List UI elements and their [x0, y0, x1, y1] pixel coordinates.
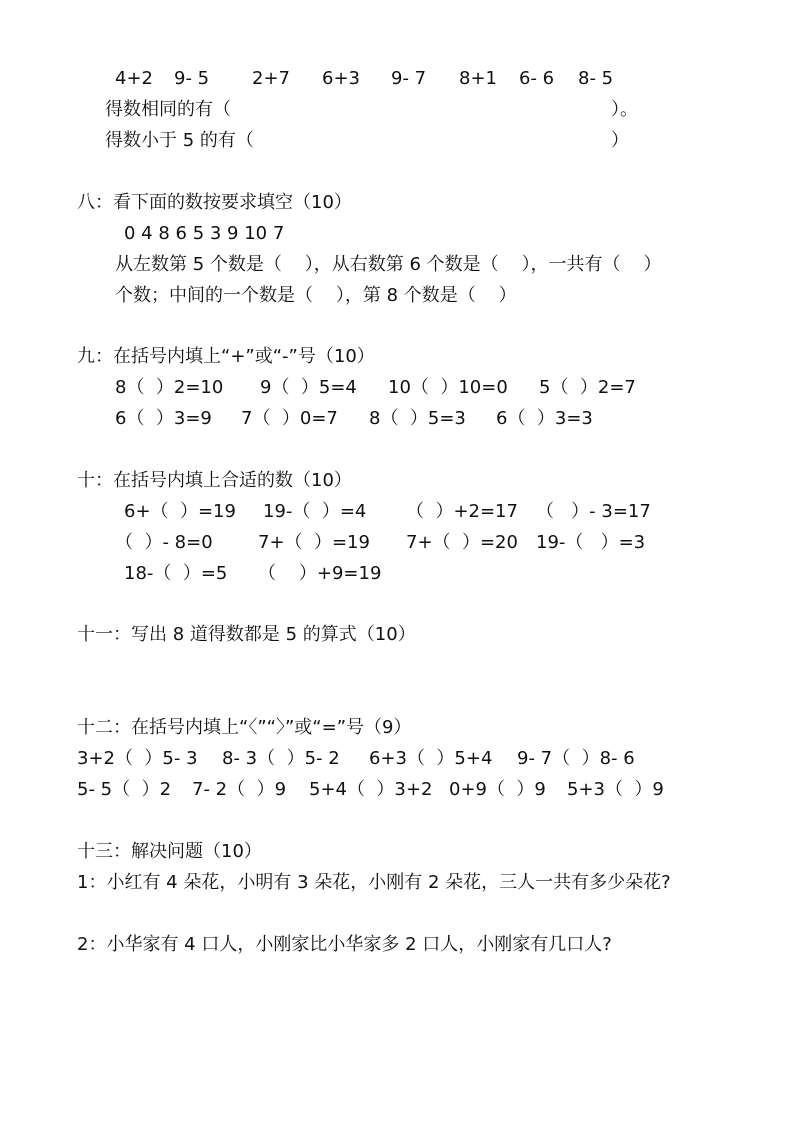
comparison: 7- 2（ ）9	[192, 779, 287, 800]
equation: 10（ ）10=0	[388, 377, 508, 398]
comparison: 3+2（ ）5- 3	[77, 748, 198, 769]
equation: 19-（ ）=4	[263, 501, 367, 522]
expression: 4+2	[115, 68, 153, 89]
section-10-title: 十：在括号内填上合适的数（10）	[77, 470, 352, 491]
comparison: 9- 7（ ）8- 6	[517, 748, 635, 769]
equation: 8（ ）5=3	[369, 408, 466, 429]
section-9-title: 九：在括号内填上“+”或“-”号（10）	[77, 346, 375, 367]
expression: 8- 5	[578, 68, 614, 89]
same-result-close: ）。	[611, 99, 638, 120]
expression: 6+3	[322, 68, 360, 89]
expression: 8+1	[459, 68, 497, 89]
section-11-title: 十一：写出 8 道得数都是 5 的算式（10）	[77, 624, 416, 645]
comparison: 5+3（ ）9	[567, 779, 664, 800]
equation: 6+（ ）=19	[124, 501, 236, 522]
question-1: 1：小红有 4 朵花，小明有 3 朵花，小刚有 2 朵花，三人一共有多少朵花?	[77, 872, 671, 893]
section-13-title: 十三：解决问题（10）	[77, 841, 262, 862]
equation: 6（ ）3=3	[496, 408, 593, 429]
equation: 7+（ ）=20	[406, 532, 518, 553]
comparison: 0+9（ ）9	[449, 779, 546, 800]
equation: （ ）+2=17	[406, 501, 518, 522]
equation: （ ）- 3=17	[536, 501, 651, 522]
equation: 18-（ ）=5	[124, 563, 228, 584]
equation: 19-（ ）=3	[536, 532, 646, 553]
expression: 9- 5	[174, 68, 210, 89]
section-8-line-1: 从左数第 5 个数是（ ），从右数第 6 个数是（ ），一共有（ ）	[115, 254, 662, 275]
equation: （ ）+9=19	[258, 563, 382, 584]
equation: （ ）- 8=0	[115, 532, 213, 553]
same-result-label: 得数相同的有（	[105, 99, 231, 120]
question-2: 2：小华家有 4 口人，小刚家比小华家多 2 口人，小刚家有几口人?	[77, 934, 612, 955]
comparison: 8- 3（ ）5- 2	[222, 748, 340, 769]
comparison: 5- 5（ ）2	[77, 779, 172, 800]
expression: 6- 6	[519, 68, 555, 89]
less-than-5-close: ）	[611, 130, 629, 151]
equation: 6（ ）3=9	[115, 408, 212, 429]
equation: 9（ ）5=4	[260, 377, 357, 398]
expression: 9- 7	[391, 68, 427, 89]
equation: 7+（ ）=19	[258, 532, 370, 553]
equation: 5（ ）2=7	[539, 377, 636, 398]
less-than-5-label: 得数小于 5 的有（	[105, 130, 254, 151]
section-8-line-2: 个数；中间的一个数是（ ），第 8 个数是（ ）	[115, 285, 517, 306]
expression: 2+7	[252, 68, 290, 89]
comparison: 6+3（ ）5+4	[369, 748, 493, 769]
section-12-title: 十二：在括号内填上“〈”“〉”或“=”号（9）	[77, 717, 412, 738]
comparison: 5+4（ ）3+2	[309, 779, 433, 800]
number-sequence: 0 4 8 6 5 3 9 10 7	[124, 223, 285, 244]
equation: 7（ ）0=7	[241, 408, 338, 429]
equation: 8（ ）2=10	[115, 377, 224, 398]
section-8-title: 八：看下面的数按要求填空（10）	[77, 192, 352, 213]
